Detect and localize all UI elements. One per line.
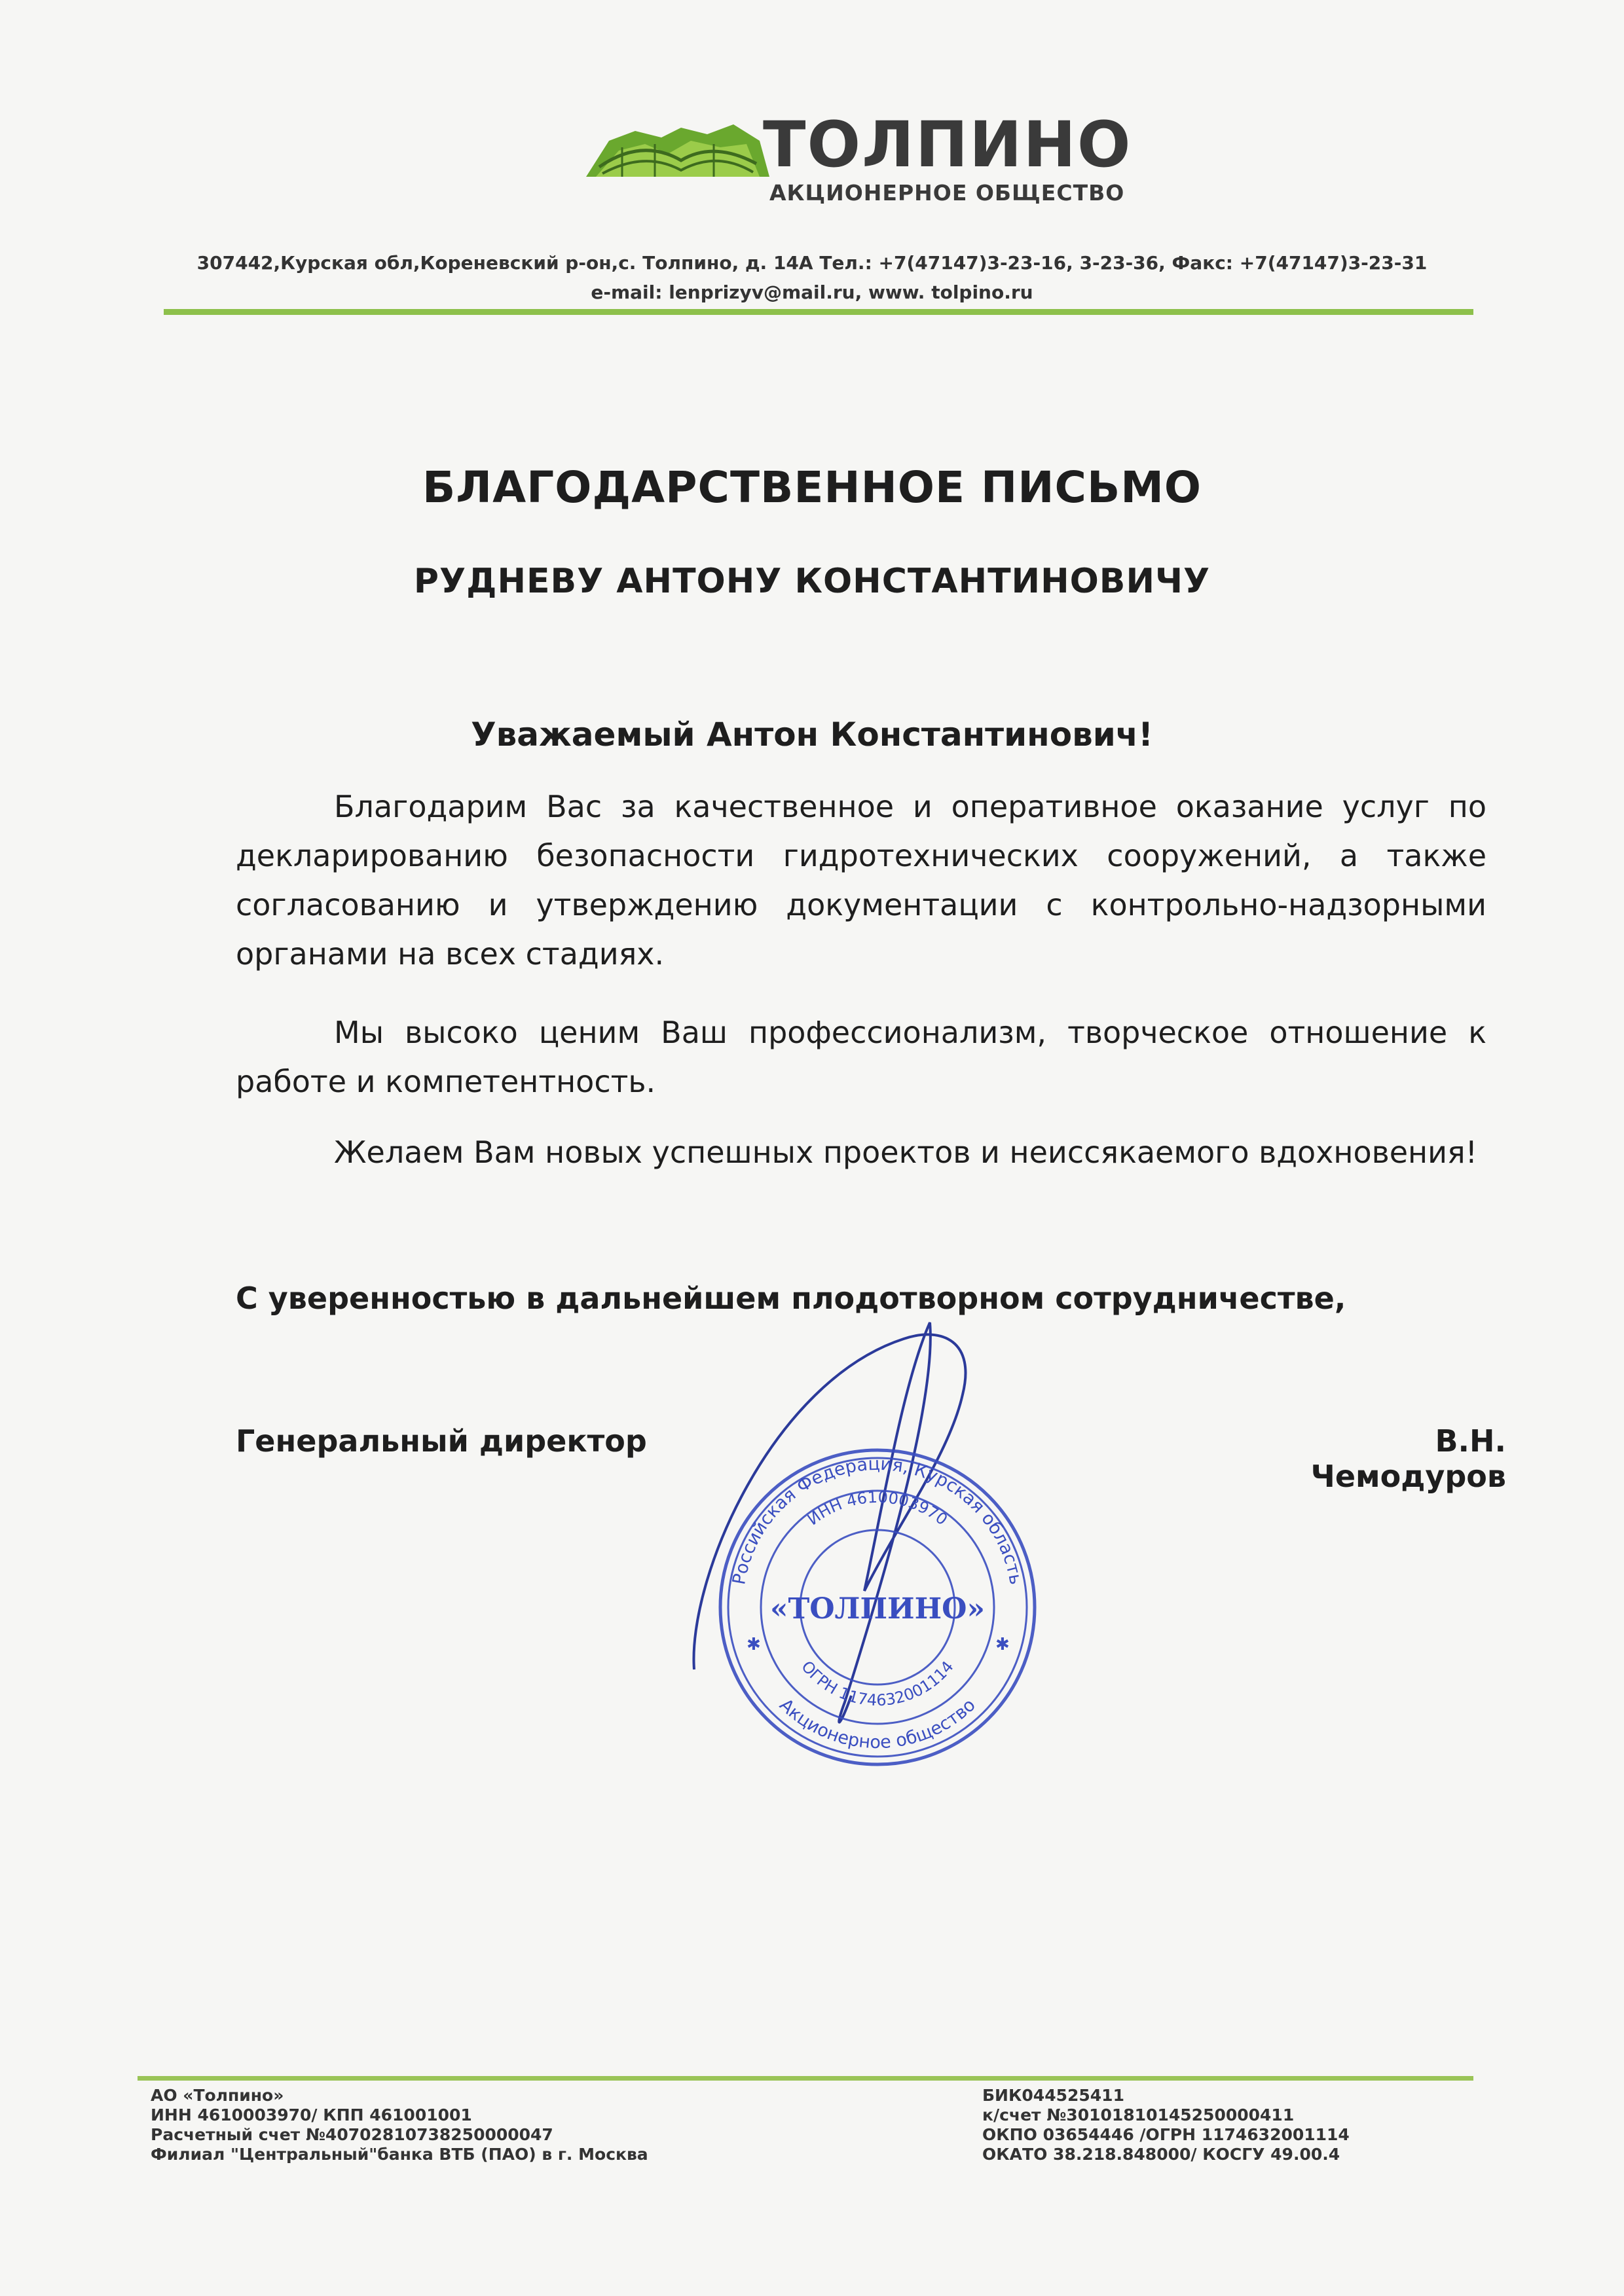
header-divider (164, 309, 1473, 315)
signature-stroke (693, 1322, 965, 1722)
body-paragraph: Благодарим Вас за качественное и оперативное оказание услуг по декларированию безопасности гидротехнических сооружений, а также согласованию и утверждению документации с контрольно-надзорными органами на всех стадиях. (236, 789, 1486, 972)
stamp-inner-top-text: ИНН 4610003970 (803, 1487, 951, 1529)
stamp-outer-top-text: Российская Федерация, Курская область (729, 1453, 1026, 1586)
document-title: БЛАГОДАРСТВЕННОЕ ПИСЬМО (422, 462, 1202, 513)
stamp-inner-bottom-text: ОГРН 1174632001114 (798, 1657, 957, 1710)
footer-line: Филиал "Центральный"банка ВТБ (ПАО) в г. Москва (151, 2145, 648, 2164)
footer-line: АО «Толпино» (151, 2086, 284, 2105)
svg-text:✱: ✱ (995, 1635, 1010, 1654)
mountain-logo-icon (583, 115, 773, 187)
stamp-center-text: «ТОЛПИНО» (769, 1592, 986, 1626)
footer-divider (138, 2076, 1473, 2081)
svg-text:ОГРН 1174632001114 (798, 1658, 957, 1710)
footer-bank-details-right (982, 2086, 1350, 2164)
body-paragraph: Мы высоко ценим Ваш профессионализм, творческое отношение к работе и компетентность. (236, 1015, 1486, 1099)
footer-bank-details-left (151, 2086, 648, 2164)
svg-text:✱: ✱ (747, 1635, 761, 1654)
footer-line: к/счет №30101810145250000411 (982, 2105, 1295, 2124)
body-paragraph: Желаем Вам новых успешных проектов и неиссякаемого вдохновения! (334, 1135, 1478, 1170)
company-stamp (668, 1303, 1087, 1813)
closing-line: С уверенностью в дальнейшем плодотворном сотрудничестве, (236, 1281, 1346, 1316)
brand-name: ТОЛПИНО (763, 108, 1132, 181)
footer-line: Расчетный счет №40702810738250000047 (151, 2125, 553, 2144)
footer-line: БИК044525411 (982, 2086, 1124, 2105)
signatory-position: Генеральный директор (236, 1423, 647, 1459)
footer-line: ОКПО 03654446 /ОГРН 1174632001114 (982, 2125, 1350, 2144)
footer-line: ИНН 4610003970/ КПП 461001001 (151, 2105, 472, 2124)
brand-subtitle: АКЦИОНЕРНОЕ ОБЩЕСТВО (769, 180, 1125, 206)
greeting: Уважаемый Антон Константинович! (471, 716, 1153, 754)
email-line: e-mail: lenprizyv@mail.ru, www. tolpino.ru (591, 282, 1033, 303)
stamp-outer-bottom-text: Акционерное общество (775, 1694, 980, 1753)
recipient-name: РУДНЕВУ АНТОНУ КОНСТАНТИНОВИЧУ (413, 562, 1211, 601)
address-line: 307442,Курская обл,Кореневский р-он,с. Толпино, д. 14А Тел.: +7(47147)3-23-16, 3-23-36, Факс: +7(47147)3-23-31 (196, 252, 1428, 274)
footer-line: ОКАТО 38.218.848000/ КОСГУ 49.00.4 (982, 2145, 1340, 2164)
signatory-name: В.Н. Чемодуров (1310, 1423, 1506, 1494)
